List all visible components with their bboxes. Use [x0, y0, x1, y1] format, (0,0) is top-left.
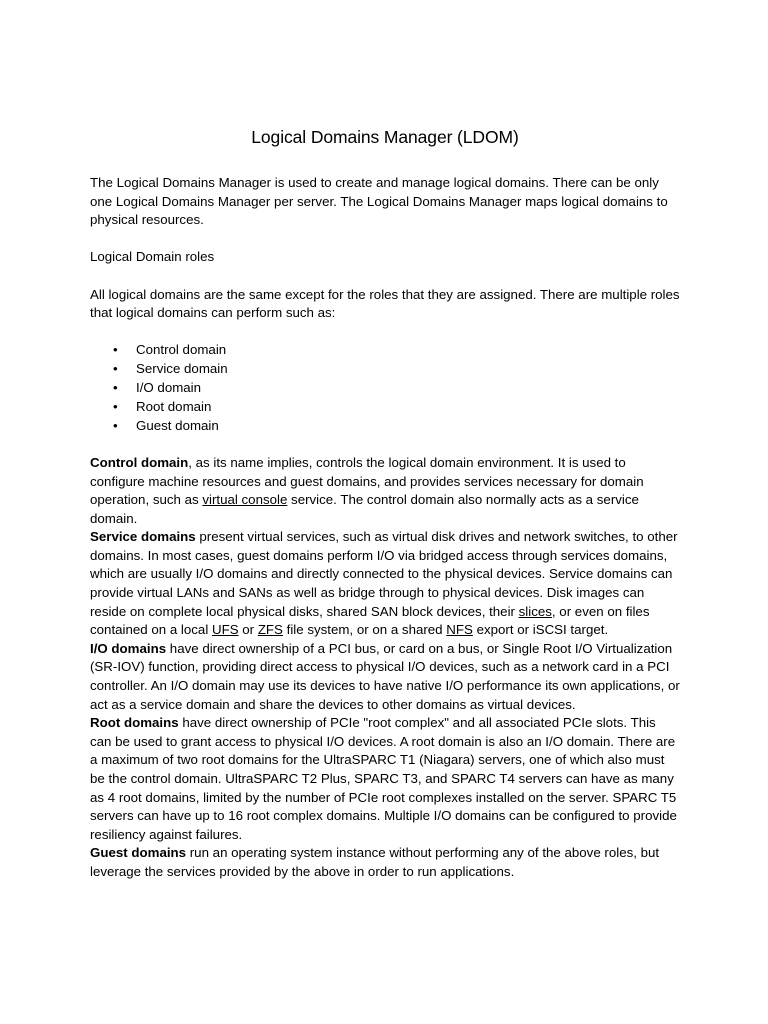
role-label: Service domain: [136, 361, 228, 377]
bullet-icon: •: [113, 417, 118, 433]
service-domains-text: or: [238, 622, 258, 638]
bullet-icon: •: [113, 361, 118, 377]
intro-paragraph: The Logical Domains Manager is used to create and manage logical domains. There can be only one Logical Domains Manager per server. The Logical Domains Manager maps logical domains to physical resources.: [90, 175, 668, 228]
document-title: Logical Domains Manager (LDOM): [251, 127, 519, 147]
document-body: [90, 124, 680, 882]
control-domain-paragraph: [90, 454, 680, 528]
list-item: [90, 379, 680, 398]
bullet-icon: •: [113, 379, 118, 395]
root-domains-text: have direct ownership of PCIe "root complex" and all associated PCIe slots. This can be used to grant access to physical I/O devices. A root domain is also an I/O domain. There are a maximum of two root domains for the UltraSPARC T1 (Niagara) servers, one of which also must be the control domain. UltraSPARC T2 Plus, SPARC T3, and SPARC T4 servers can have as many as 4 root domains, limited by the number of PCIe root complexes installed on the server. SPARC T5 servers can have up to 16 root complex domains. Multiple I/O domains can be configured to provide resiliency against failures.: [90, 715, 677, 842]
slices-link[interactable]: slices: [518, 603, 552, 619]
service-domains-text: , or even on files contained on a local: [90, 603, 650, 638]
role-label: I/O domain: [136, 379, 202, 395]
virtual-console-link[interactable]: virtual console: [202, 492, 288, 508]
bullet-icon: •: [113, 398, 118, 414]
roles-heading: Logical Domain roles: [90, 249, 215, 265]
service-domains-term: Service domains: [90, 529, 196, 545]
root-domains-term: Root domains: [90, 715, 179, 731]
guest-domains-paragraph: [90, 844, 680, 881]
role-label: Guest domain: [136, 417, 219, 433]
service-domains-text: file system, or on a shared: [282, 622, 447, 638]
nfs-link[interactable]: NFS: [446, 622, 473, 638]
roles-intro-paragraph: All logical domains are the same except for the roles that they are assigned. There are multiple roles that logical domains can perform such as:: [90, 286, 680, 321]
io-domains-text: have direct ownership of a PCI bus, or card on a bus, or Single Root I/O Virtualization (SR-IOV) function, providing direct access to physical I/O devices, such as a network card in a PCI controller. An I/O domain may use its devices to have native I/O performance its own applications, or act as a service domain and share the devices to other domains as virtual devices.: [90, 640, 680, 712]
io-domains-paragraph: [90, 640, 680, 714]
list-item: [90, 360, 680, 379]
guest-domains-text: run an operating system instance without performing any of the above roles, but leverage the services provided by the above in order to run applications.: [90, 845, 660, 879]
service-domains-text: present virtual services, such as virtual disk drives and network switches, to other domains. In most cases, guest domains perform I/O via bridged access through services domains, which are usually I/O domains and directly connected to the physical devices. Service domains can provide virtual LANs and SANs as well as bridge through to physical devices. Disk images can reside on complete local physical disks, shared SAN block devices, their: [90, 529, 678, 619]
list-item: [90, 398, 680, 417]
roles-list: [90, 341, 680, 435]
root-domains-paragraph: [90, 714, 680, 844]
io-domains-term: I/O domains: [90, 640, 167, 656]
role-label: Root domain: [136, 398, 212, 414]
control-domain-text: service. The control domain also normally acts as a service domain.: [90, 492, 639, 526]
control-domain-term: Control domain: [90, 454, 189, 470]
list-item: [90, 341, 680, 360]
list-item: [90, 417, 680, 436]
zfs-link[interactable]: ZFS: [257, 622, 283, 638]
service-domains-paragraph: [90, 528, 680, 640]
service-domains-text: export or iSCSI target.: [472, 622, 609, 638]
guest-domains-term: Guest domains: [90, 845, 187, 861]
role-label: Control domain: [136, 342, 227, 358]
bullet-icon: •: [113, 342, 118, 358]
control-domain-text: , as its name implies, controls the logical domain environment. It is used to configure machine resources and guest domains, and provides services necessary for domain operation, such as: [90, 454, 644, 508]
ufs-link[interactable]: UFS: [211, 622, 239, 638]
